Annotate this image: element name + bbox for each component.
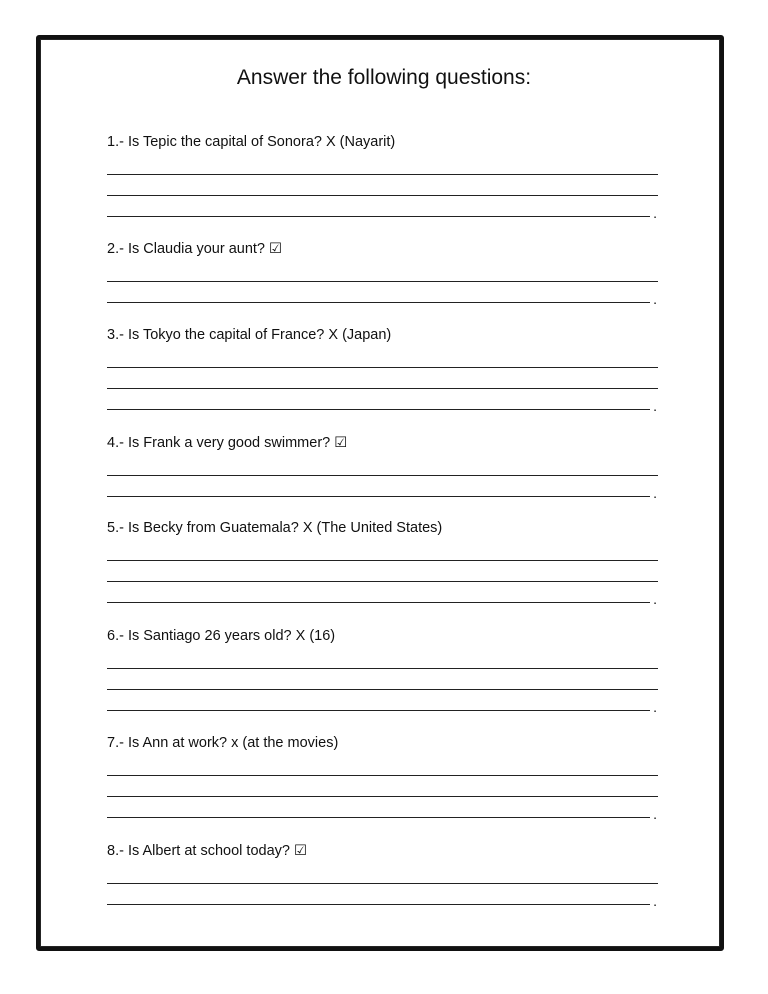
answer-line[interactable] <box>107 779 658 800</box>
answer-lines <box>107 543 658 606</box>
answer-line[interactable] <box>107 543 658 564</box>
answer-line[interactable] <box>107 350 658 371</box>
answer-lines <box>107 651 658 714</box>
answer-line[interactable] <box>107 800 658 821</box>
end-period: . <box>653 591 657 607</box>
answer-line[interactable] <box>107 758 658 779</box>
answer-line[interactable] <box>107 178 658 199</box>
end-period: . <box>653 699 657 715</box>
end-period: . <box>653 205 657 221</box>
question-text: 5.- Is Becky from Guatemala? X (The United States) <box>107 520 443 536</box>
question-text: 1.- Is Tepic the capital of Sonora? X (Nayarit) <box>107 134 396 150</box>
answer-line[interactable] <box>107 866 658 887</box>
question-text: 3.- Is Tokyo the capital of France? X (Japan) <box>107 327 392 343</box>
question-block-4 <box>107 433 658 500</box>
question-text: 2.- Is Claudia your aunt? ☑ <box>107 241 283 257</box>
question-block-3 <box>107 325 658 413</box>
worksheet-title: Answer the following questions: <box>236 66 532 89</box>
answer-line[interactable] <box>107 157 658 178</box>
question-block-5 <box>107 518 658 606</box>
answer-line[interactable] <box>107 651 658 672</box>
question-text: 4.- Is Frank a very good swimmer? ☑ <box>107 435 348 451</box>
answer-line[interactable] <box>107 887 658 908</box>
end-period: . <box>653 893 657 909</box>
question-block-2 <box>107 239 658 306</box>
answer-lines <box>107 866 658 908</box>
answer-lines <box>107 264 658 306</box>
end-period: . <box>653 291 657 307</box>
answer-line[interactable] <box>107 672 658 693</box>
question-block-7 <box>107 733 658 821</box>
answer-line[interactable] <box>107 199 658 220</box>
answer-lines <box>107 758 658 821</box>
answer-lines <box>107 157 658 220</box>
question-text: 7.- Is Ann at work? x (at the movies) <box>107 735 339 751</box>
answer-line[interactable] <box>107 564 658 585</box>
answer-line[interactable] <box>107 392 658 413</box>
answer-line[interactable] <box>107 285 658 306</box>
end-period: . <box>653 806 657 822</box>
question-block-1 <box>107 132 658 220</box>
question-text: 6.- Is Santiago 26 years old? X (16) <box>107 628 336 644</box>
answer-line[interactable] <box>107 264 658 285</box>
answer-line[interactable] <box>107 585 658 606</box>
question-block-6 <box>107 626 658 714</box>
answer-line[interactable] <box>107 693 658 714</box>
end-period: . <box>653 398 657 414</box>
answer-line[interactable] <box>107 371 658 392</box>
answer-line[interactable] <box>107 458 658 479</box>
answer-lines <box>107 350 658 413</box>
answer-lines <box>107 458 658 500</box>
question-block-8 <box>107 841 658 908</box>
answer-line[interactable] <box>107 479 658 500</box>
end-period: . <box>653 485 657 501</box>
question-text: 8.- Is Albert at school today? ☑ <box>107 843 307 859</box>
